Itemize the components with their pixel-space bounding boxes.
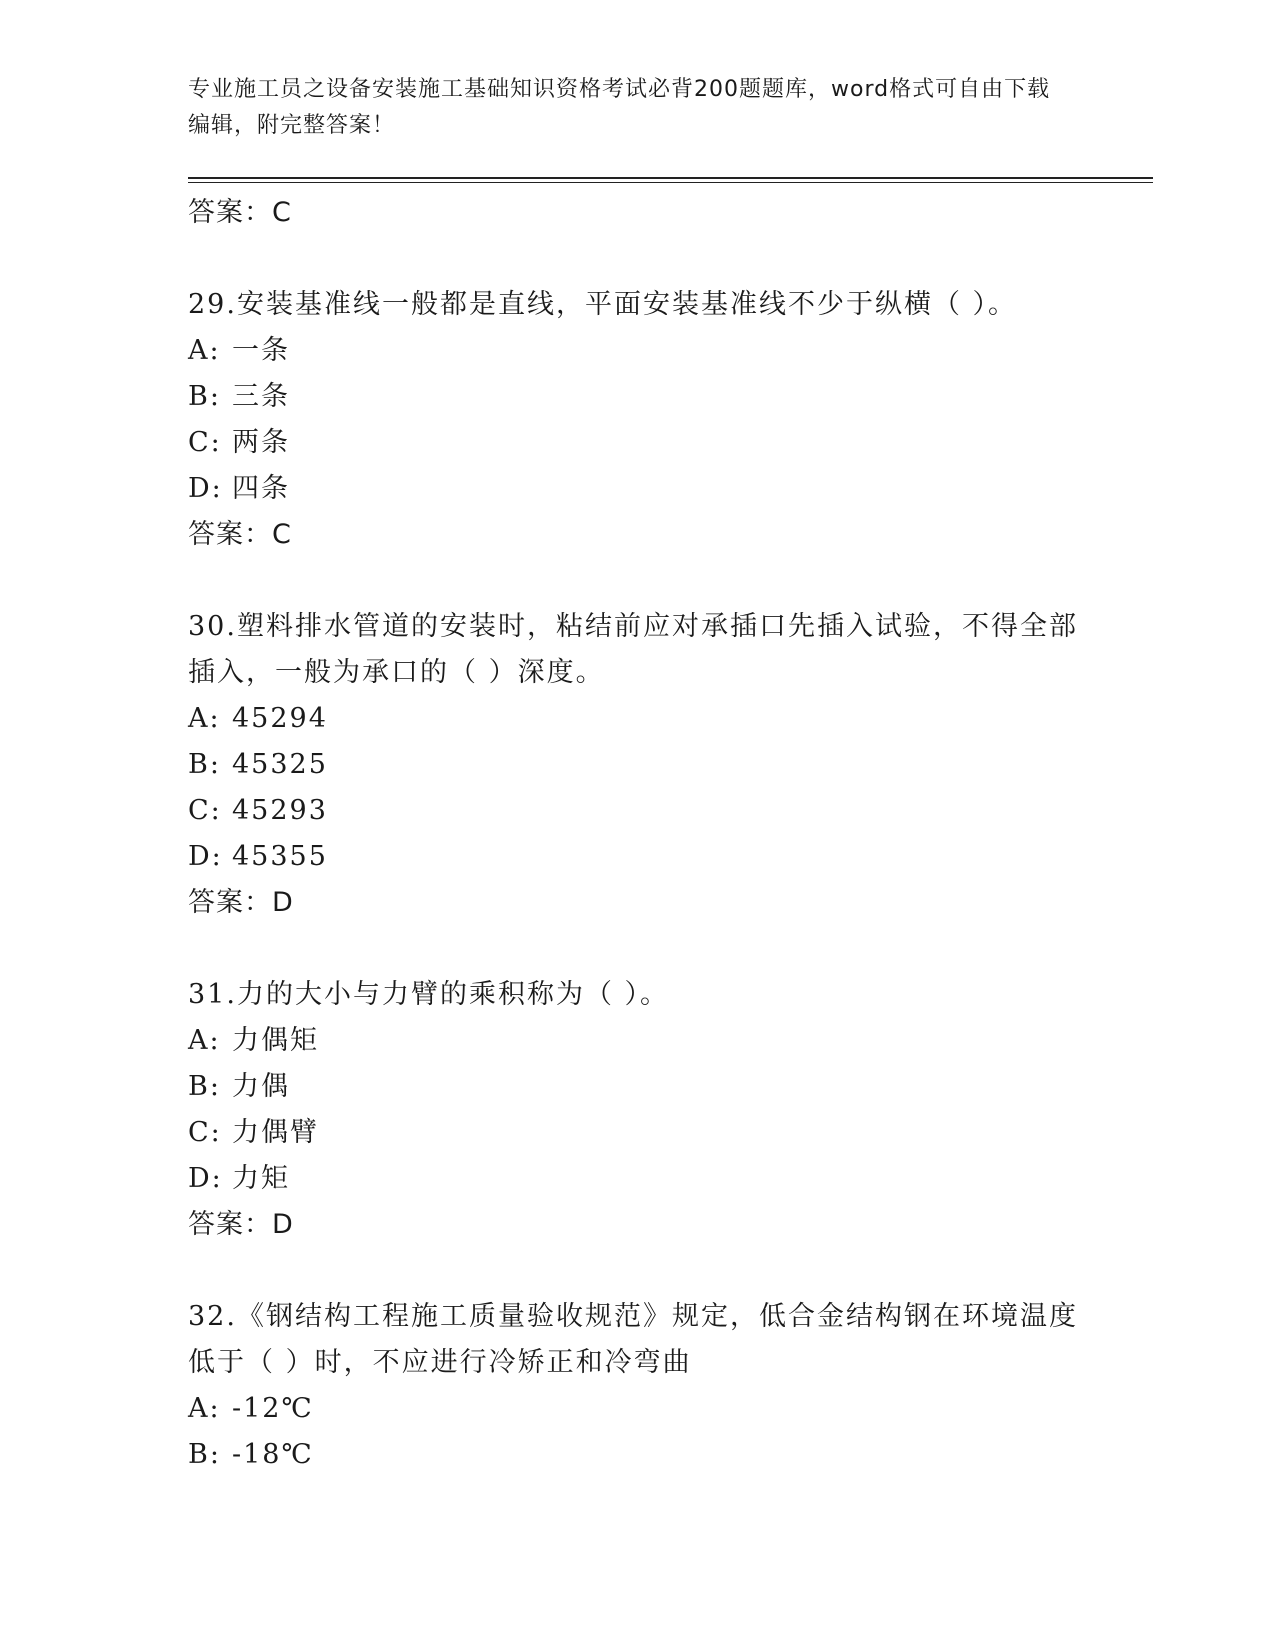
option-text: 力偶 [232, 1071, 290, 1102]
option-text: 力矩 [232, 1163, 290, 1194]
option-a [188, 328, 1088, 374]
answer-line: 答案：D [188, 1209, 294, 1240]
option-text: 45293 [232, 795, 328, 826]
question-stem: 30.塑料排水管道的安装时，粘结前应对承插口先插入试验，不得全部插入，一般为承口的（ ）深度。 [188, 611, 1078, 688]
question-32 [188, 1294, 1088, 1478]
option-text: -12℃ [232, 1393, 314, 1424]
option-c [188, 788, 1088, 834]
option-key: B: [188, 381, 221, 412]
option-key: C: [188, 427, 222, 458]
option-b [188, 1432, 1088, 1478]
answer-line: 答案：D [188, 887, 294, 918]
option-text: -18℃ [232, 1439, 314, 1470]
option-text: 三条 [232, 381, 290, 412]
option-text: 45294 [232, 703, 328, 734]
option-text: 四条 [232, 473, 290, 504]
option-c [188, 1110, 1088, 1156]
option-text: 45325 [232, 749, 328, 780]
option-b [188, 1064, 1088, 1110]
option-a [188, 696, 1088, 742]
question-stem: 31.力的大小与力臂的乘积称为（ ）。 [188, 979, 670, 1010]
header-rule-thin [188, 182, 1153, 183]
question-stem: 32.《钢结构工程施工质量验收规范》规定，低合金结构钢在环境温度低于（ ）时，不应进行冷矫正和冷弯曲 [188, 1301, 1078, 1378]
option-key: A: [188, 1393, 221, 1424]
option-a [188, 1386, 1088, 1432]
option-key: B: [188, 749, 221, 780]
option-a [188, 1018, 1088, 1064]
question-29 [188, 282, 1088, 558]
option-key: D: [188, 473, 223, 504]
option-c [188, 420, 1088, 466]
option-key: D: [188, 841, 223, 872]
option-text: 力偶臂 [232, 1117, 319, 1148]
option-text: 力偶矩 [232, 1025, 319, 1056]
option-key: A: [188, 703, 221, 734]
question-list [188, 190, 1088, 1478]
previous-answer: 答案：C [188, 197, 292, 228]
option-d [188, 1156, 1088, 1202]
header-rule-thick [188, 177, 1153, 179]
option-b [188, 374, 1088, 420]
option-text: 一条 [232, 335, 290, 366]
option-key: A: [188, 1025, 221, 1056]
option-key: B: [188, 1439, 221, 1470]
question-31 [188, 972, 1088, 1248]
question-30 [188, 604, 1088, 926]
option-text: 45355 [232, 841, 328, 872]
option-key: A: [188, 335, 221, 366]
option-key: C: [188, 1117, 222, 1148]
option-text: 两条 [232, 427, 290, 458]
option-d [188, 466, 1088, 512]
option-key: C: [188, 795, 222, 826]
document-header: 专业施工员之设备安装施工基础知识资格考试必背200题题库，word格式可自由下载编辑，附完整答案！ [188, 77, 1051, 138]
option-b [188, 742, 1088, 788]
question-stem: 29.安装基准线一般都是直线，平面安装基准线不少于纵横（ ）。 [188, 289, 1018, 320]
option-d [188, 834, 1088, 880]
option-key: D: [188, 1163, 223, 1194]
answer-line: 答案：C [188, 519, 292, 550]
option-key: B: [188, 1071, 221, 1102]
